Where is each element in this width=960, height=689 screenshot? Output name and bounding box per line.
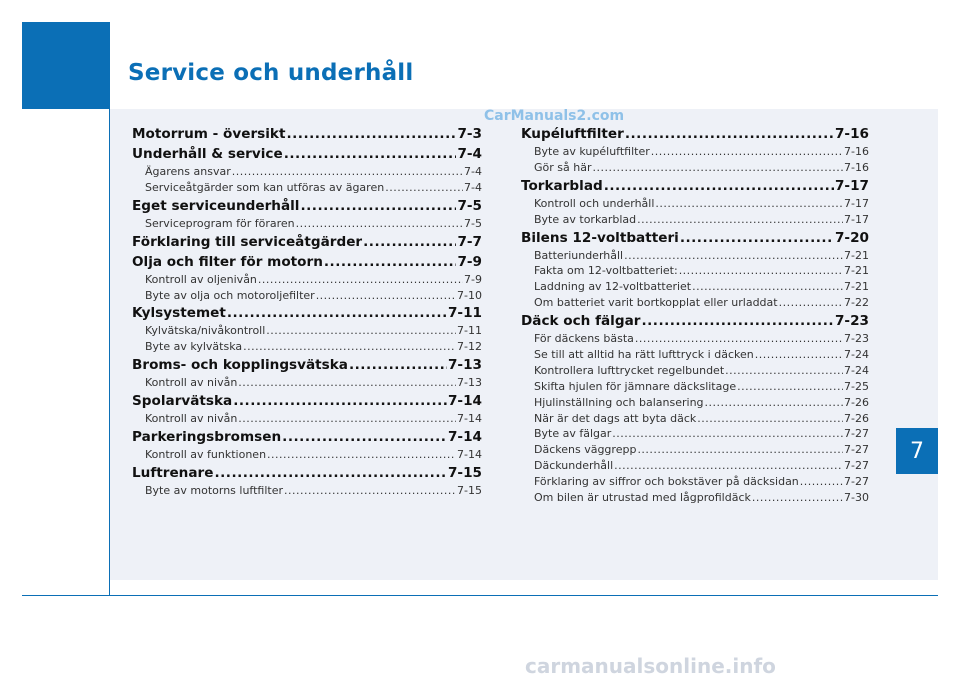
dot-leader xyxy=(641,311,834,331)
toc-entry-page: 7-25 xyxy=(844,379,869,393)
toc-entry-title: Byte av kylvätska xyxy=(145,340,243,354)
dot-leader xyxy=(363,232,456,252)
toc-entry-title: Däckunderhåll xyxy=(534,459,614,473)
toc-entry[interactable] xyxy=(132,375,482,391)
toc-entry[interactable] xyxy=(132,288,482,304)
toc-entry-page: 7-13 xyxy=(457,376,482,390)
toc-entry-title: Kylsystemet xyxy=(132,305,226,322)
toc-entry-page: 7-17 xyxy=(834,177,869,194)
toc-column-left xyxy=(132,124,482,499)
toc-entry-title: Hjulinställning och balansering xyxy=(534,395,704,409)
dot-leader xyxy=(692,279,843,295)
toc-entry-title: Underhåll & service xyxy=(132,146,283,162)
toc-entry[interactable] xyxy=(521,212,869,228)
dot-leader xyxy=(284,483,456,499)
toc-entry[interactable] xyxy=(521,176,869,196)
toc-entry[interactable] xyxy=(521,458,869,474)
toc-entry-page: 7-17 xyxy=(844,212,869,226)
dot-leader xyxy=(725,363,843,379)
toc-entry[interactable] xyxy=(132,463,482,483)
toc-entry[interactable] xyxy=(132,180,482,196)
toc-entry-title: Olja och filter för motorn xyxy=(132,253,323,270)
toc-entry-title: Byte av fälgar xyxy=(534,427,612,441)
toc-entry[interactable] xyxy=(521,474,869,490)
toc-entry-title: Byte av kupéluftfilter xyxy=(534,145,650,158)
toc-entry-title: Byte av olja och motoroljefilter xyxy=(145,288,315,302)
dot-leader xyxy=(238,375,456,391)
toc-entry[interactable] xyxy=(521,228,869,248)
dot-leader xyxy=(227,303,447,323)
toc-entry-title: Batteriunderhåll xyxy=(534,248,624,262)
toc-entry[interactable] xyxy=(521,442,869,458)
dot-leader xyxy=(243,339,456,355)
dot-leader xyxy=(737,379,843,395)
toc-entry[interactable] xyxy=(132,144,482,164)
footer-rule xyxy=(22,595,938,596)
toc-entry-page: 7-21 xyxy=(844,248,869,262)
toc-entry-title: Däckens väggrepp xyxy=(534,443,637,457)
toc-entry[interactable] xyxy=(132,164,482,180)
dot-leader xyxy=(651,144,843,160)
toc-entry-title: Förklaring till serviceåtgärder xyxy=(132,233,363,250)
toc-entry-page: 7-23 xyxy=(834,313,869,330)
dot-leader xyxy=(349,355,447,375)
toc-entry-page: 7-4 xyxy=(457,146,482,162)
toc-entry-page: 7-26 xyxy=(844,411,869,425)
toc-entry-page: 7-17 xyxy=(844,196,869,210)
toc-entry-title: Fakta om 12-voltbatteriet: xyxy=(534,264,678,278)
toc-entry[interactable] xyxy=(521,279,869,295)
dot-leader xyxy=(680,228,834,248)
toc-entry-title: Laddning av 12-voltbatteriet xyxy=(534,280,692,294)
toc-entry[interactable] xyxy=(132,252,482,272)
dot-leader xyxy=(214,463,447,483)
dot-leader xyxy=(233,391,447,411)
toc-entry-page: 7-16 xyxy=(844,160,869,174)
toc-entry-title: Kontroll av oljenivån xyxy=(145,272,257,286)
dot-leader xyxy=(752,490,843,506)
chapter-tab[interactable]: 7 xyxy=(896,428,938,474)
dot-leader xyxy=(625,124,834,144)
dot-leader xyxy=(624,248,843,264)
toc-entry[interactable] xyxy=(132,232,482,252)
toc-entry-title: Se till att alltid ha rätt lufttryck i däcken xyxy=(534,348,754,362)
toc-entry-page: 7-12 xyxy=(457,340,482,354)
dot-leader xyxy=(800,474,843,490)
toc-entry-page: 7-5 xyxy=(457,197,482,214)
toc-entry-title: Spolarvätska xyxy=(132,393,233,410)
toc-entry-title: Byte av torkarblad xyxy=(534,212,637,226)
toc-entry-title: Däck och fälgar xyxy=(521,313,641,330)
toc-entry-page: 7-4 xyxy=(464,165,482,178)
dot-leader xyxy=(697,411,843,427)
toc-entry-title: Kontroll av funktionen xyxy=(145,448,267,462)
toc-entry[interactable] xyxy=(132,272,482,288)
toc-entry-page: 7-9 xyxy=(464,272,482,286)
toc-entry-page: 7-16 xyxy=(834,126,869,142)
dot-leader xyxy=(705,395,844,411)
toc-entry[interactable] xyxy=(521,426,869,442)
toc-entry-page: 7-23 xyxy=(844,332,869,346)
dot-leader xyxy=(614,458,843,474)
toc-entry-title: Parkeringsbromsen xyxy=(132,429,282,446)
toc-entry-page: 7-27 xyxy=(844,443,869,457)
toc-entry-page: 7-27 xyxy=(844,475,869,489)
dot-leader xyxy=(637,442,843,458)
dot-leader xyxy=(604,176,834,196)
toc-entry-title: När är det dags att byta däck xyxy=(534,411,697,425)
toc-entry-page: 7-9 xyxy=(457,253,482,270)
toc-entry[interactable] xyxy=(521,248,869,264)
toc-entry-page: 7-3 xyxy=(457,126,482,142)
toc-entry[interactable] xyxy=(521,144,869,160)
toc-entry[interactable] xyxy=(521,379,869,395)
toc-entry[interactable] xyxy=(521,490,869,506)
dot-leader xyxy=(385,180,463,196)
toc-entry-title: Om bilen är utrustad med lågprofildäck xyxy=(534,491,751,505)
toc-entry-title: Serviceprogram för föraren xyxy=(145,216,295,230)
toc-entry-title: Eget serviceunderhåll xyxy=(132,197,300,214)
toc-entry-title: Kontroll av nivån xyxy=(145,376,238,390)
toc-entry[interactable] xyxy=(521,311,869,331)
toc-entry[interactable] xyxy=(521,395,869,411)
toc-entry-title: Byte av motorns luftfilter xyxy=(145,483,284,497)
dot-leader xyxy=(286,124,456,144)
dot-leader xyxy=(238,411,456,427)
toc-entry-page: 7-15 xyxy=(457,483,482,497)
toc-entry-title: Kontrollera lufttrycket regelbundet xyxy=(534,363,725,377)
watermark-bottom: carmanualsonline.info xyxy=(525,654,776,678)
toc-entry[interactable] xyxy=(132,411,482,427)
toc-entry[interactable] xyxy=(132,196,482,216)
toc-entry-title: Serviceåtgärder som kan utföras av ägaren xyxy=(145,180,385,194)
toc-entry-page: 7-21 xyxy=(844,264,869,278)
dot-leader xyxy=(296,216,463,232)
dot-leader xyxy=(232,164,463,180)
toc-entry-title: Bilens 12-voltbatteri xyxy=(521,229,679,246)
dot-leader xyxy=(282,427,447,447)
toc-entry-page: 7-16 xyxy=(844,145,869,158)
toc-entry[interactable] xyxy=(132,303,482,323)
dot-leader xyxy=(612,426,843,442)
toc-entry-title: Skifta hjulen för jämnare däckslitage xyxy=(534,379,737,393)
toc-entry-page: 7-26 xyxy=(844,395,869,409)
toc-column-right xyxy=(521,124,869,506)
toc-entry[interactable] xyxy=(521,363,869,379)
dot-leader xyxy=(316,288,456,304)
toc-entry[interactable] xyxy=(132,447,482,463)
toc-entry-page: 7-22 xyxy=(844,296,869,310)
toc-entry-page: 7-21 xyxy=(844,280,869,294)
toc-entry[interactable] xyxy=(132,323,482,339)
dot-leader xyxy=(779,295,843,311)
dot-leader xyxy=(635,331,843,347)
toc-entry[interactable] xyxy=(132,391,482,411)
dot-leader xyxy=(755,347,843,363)
dot-leader xyxy=(655,196,843,212)
page-title: Service och underhåll xyxy=(128,60,414,86)
corner-block xyxy=(22,22,109,109)
toc-entry-page: 7-15 xyxy=(447,464,482,481)
dot-leader xyxy=(266,323,456,339)
dot-leader xyxy=(324,252,457,272)
toc-entry-page: 7-24 xyxy=(844,348,869,362)
dot-leader xyxy=(258,272,463,288)
toc-entry[interactable] xyxy=(521,124,869,144)
toc-entry-page: 7-13 xyxy=(447,357,482,374)
toc-entry-page: 7-24 xyxy=(844,363,869,377)
toc-entry-title: Luftrenare xyxy=(132,464,214,481)
toc-entry[interactable] xyxy=(132,355,482,375)
toc-entry-title: Ägarens ansvar xyxy=(145,165,231,178)
toc-entry-title: Kylvätska/nivåkontroll xyxy=(145,324,266,338)
toc-entry-page: 7-11 xyxy=(457,324,482,338)
toc-entry-page: 7-5 xyxy=(464,216,482,230)
toc-entry[interactable] xyxy=(132,427,482,447)
toc-entry[interactable] xyxy=(521,196,869,212)
toc-entry[interactable] xyxy=(132,483,482,499)
dot-leader xyxy=(267,447,456,463)
toc-entry-title: Kontroll och underhåll xyxy=(534,196,655,210)
toc-entry-page: 7-20 xyxy=(834,229,869,246)
toc-entry-title: Förklaring av siffror och bokstäver på däcksidan xyxy=(534,475,799,489)
toc-entry[interactable] xyxy=(521,160,869,176)
toc-entry-page: 7-14 xyxy=(447,393,482,410)
toc-entry[interactable] xyxy=(521,411,869,427)
toc-entry-page: 7-7 xyxy=(457,233,482,250)
dot-leader xyxy=(637,212,843,228)
toc-entry-title: För däckens bästa xyxy=(534,332,634,346)
dot-leader xyxy=(284,144,457,164)
toc-entry[interactable] xyxy=(521,331,869,347)
toc-entry-title: Broms- och kopplingsvätska xyxy=(132,357,348,374)
toc-entry-page: 7-11 xyxy=(447,305,482,322)
dot-leader xyxy=(679,263,843,279)
toc-entry[interactable] xyxy=(521,263,869,279)
toc-entry-title: Kontroll av nivån xyxy=(145,412,238,426)
toc-entry[interactable] xyxy=(132,124,482,144)
toc-entry-page: 7-4 xyxy=(464,180,482,194)
toc-entry-page: 7-27 xyxy=(844,459,869,473)
watermark-top: CarManuals2.com xyxy=(484,108,625,124)
toc-entry-page: 7-10 xyxy=(457,288,482,302)
toc-entry-title: Kupéluftfilter xyxy=(521,126,624,142)
toc-entry-page: 7-14 xyxy=(457,412,482,426)
toc-entry[interactable] xyxy=(132,216,482,232)
toc-entry-title: Om batteriet varit bortkopplat eller urladdat xyxy=(534,296,778,310)
toc-entry-page: 7-27 xyxy=(844,427,869,441)
toc-entry[interactable] xyxy=(521,295,869,311)
dot-leader xyxy=(592,160,843,176)
toc-entry-page: 7-14 xyxy=(457,448,482,462)
toc-entry-title: Gör så här xyxy=(534,160,592,174)
toc-entry[interactable] xyxy=(521,347,869,363)
toc-entry-title: Torkarblad xyxy=(521,177,603,194)
toc-entry[interactable] xyxy=(132,339,482,355)
toc-entry-page: 7-30 xyxy=(844,491,869,505)
toc-entry-page: 7-14 xyxy=(447,429,482,446)
dot-leader xyxy=(300,196,456,216)
toc-entry-title: Motorrum - översikt xyxy=(132,126,286,142)
